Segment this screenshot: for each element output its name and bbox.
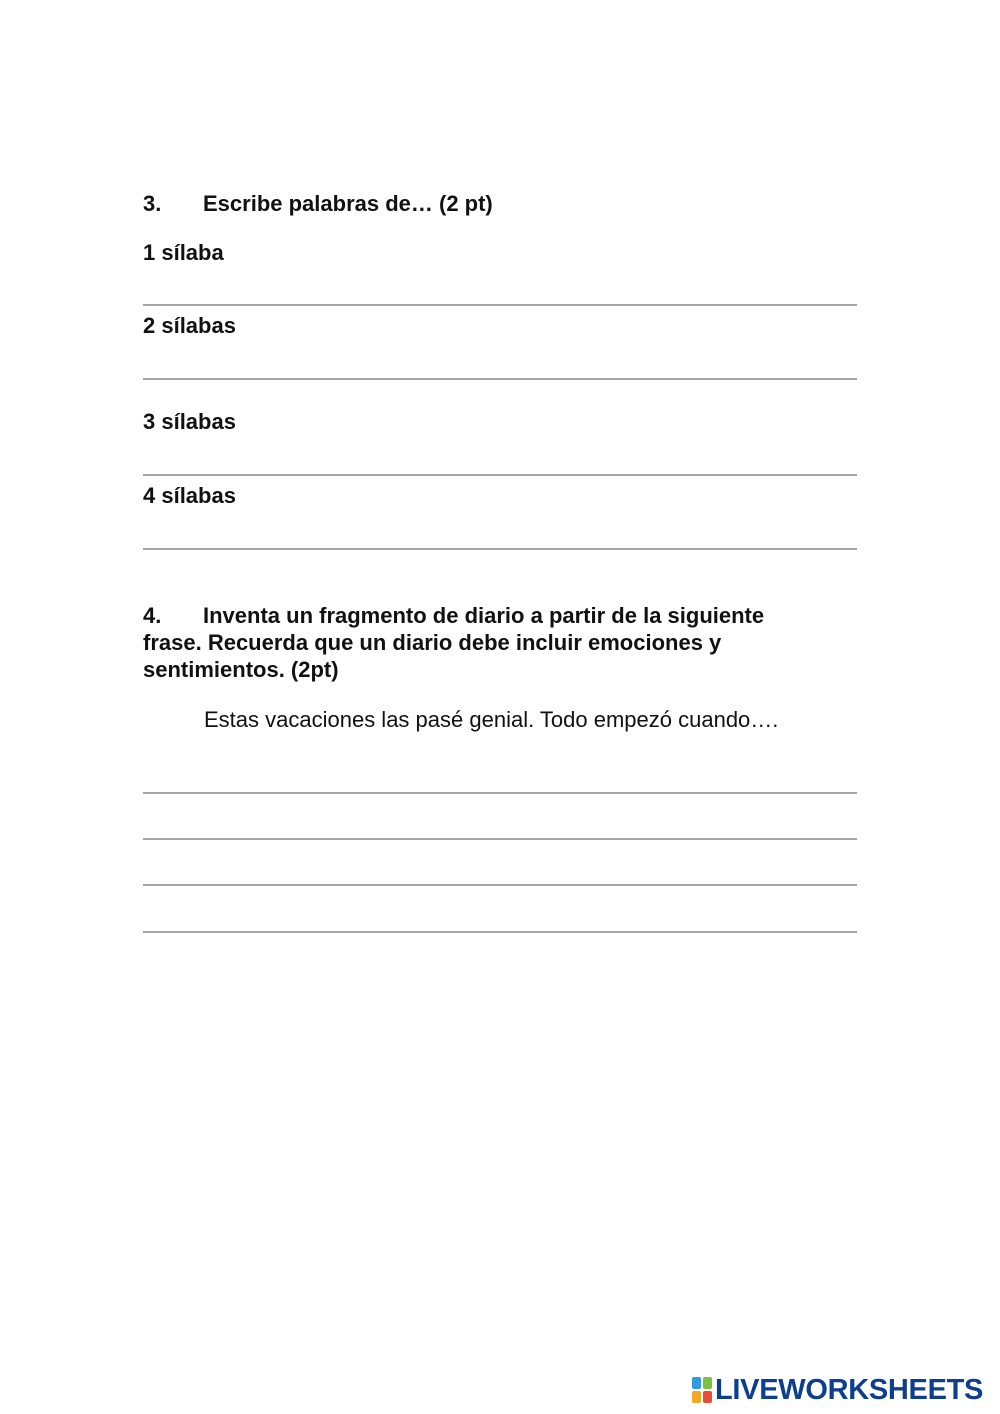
syllable-label-2: 2 sílabas [143,313,236,338]
logo-square-3 [692,1391,701,1403]
liveworksheets-logo-icon [692,1377,712,1403]
question-3-heading [143,190,493,217]
liveworksheets-logo-text: LIVEWORKSHEETS [715,1373,984,1406]
syllable-label-4: 4 sílabas [143,483,236,508]
question-4-title-line-2: frase. Recuerda que un diario debe incluir emociones y [143,630,722,655]
logo-square-4 [703,1391,712,1403]
answer-line-2-syllables[interactable] [143,378,857,380]
question-4-number: 4. [143,603,162,628]
diary-answer-line-1[interactable] [143,792,857,794]
diary-prompt: Estas vacaciones las pasé genial. Todo empezó cuando…. [204,707,779,732]
diary-answer-line-2[interactable] [143,838,857,840]
syllable-label-1: 1 sílaba [143,240,224,265]
answer-line-1-syllable[interactable] [143,304,857,306]
answer-line-4-syllables[interactable] [143,548,857,550]
logo-square-2 [703,1377,712,1389]
diary-answer-line-3[interactable] [143,884,857,886]
question-4-title-line-3: sentimientos. (2pt) [143,657,339,682]
logo-square-1 [692,1377,701,1389]
question-3-number: 3. [143,191,162,216]
answer-line-3-syllables[interactable] [143,474,857,476]
question-4-title-line-1: Inventa un fragmento de diario a partir de la siguiente [203,603,765,628]
diary-answer-line-4[interactable] [143,931,857,933]
question-4-heading [143,602,843,683]
question-3-title: Escribe palabras de… (2 pt) [203,191,493,216]
liveworksheets-logo [692,1373,983,1407]
syllable-label-3: 3 sílabas [143,409,236,434]
